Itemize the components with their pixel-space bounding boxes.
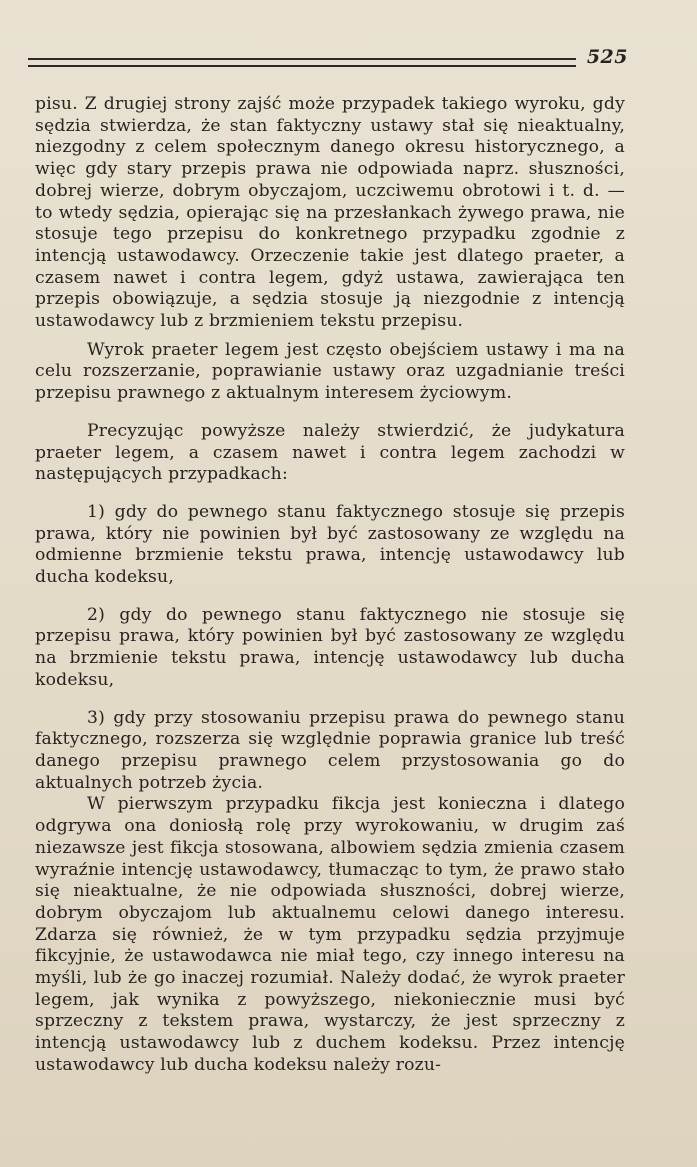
list-item-1: 1) gdy do pewnego stanu faktycznego stosuje się przepis prawa, który nie powinien był być zastosowany ze względu na odmienne brzmienie tekstu prawa, intencję ustawodawcy lub ducha kodeksu, xyxy=(35,501,625,588)
paragraph-precyzujac: Precyzując powyższe należy stwierdzić, że judykatura praeter legem, a czasem nawet i contra legem zachodzi w następujących przypadkach: xyxy=(35,420,625,485)
list-item-2: 2) gdy do pewnego stanu faktycznego nie stosuje się przepisu prawa, który powinien był być zastosowany ze względu na brzmienie tekstu prawa, intencję ustawodawcy lub ducha kodeksu, xyxy=(35,604,625,690)
page-header xyxy=(28,44,628,78)
header-double-rule xyxy=(28,58,576,67)
paragraph-continuation: pisu. Z drugiej strony zajść może przypadek takiego wyroku, gdy sędzia stwierdza, że stan faktyczny ustawy stał się nieaktualny, niezgodny z celem społecznym danego okresu historycznego, a więc gdy stary przepis prawa nie odpowiada naprz. słuszności, dobrej wierze, dobrym obyczajom, uczciwemu obrotowi i t. d. — to wtedy sędzia, opierając się na przesłankach żywego prawa, nie stosuje tego przepisu do konkretnego przypadku zgodnie z intencją ustawodawcy. Orzeczenie takie jest dlatego praeter, a czasem nawet i contra legem, gdyż ustawa, zawierająca ten przepis obowiązuje, a sędzia stosuje ją niezgodnie z intencją ustawodawcy lub z brzmieniem tekstu przepisu. xyxy=(35,94,625,332)
paragraph-praeter-legem: Wyrok praeter legem jest często obejściem ustawy i ma na celu rozszerzanie, poprawianie ustawy oraz uzgadnianie treści przepisu prawnego z aktualnym interesem życiowym. xyxy=(35,339,625,404)
page-number: 525 xyxy=(586,46,628,68)
paragraph-pierwszy-przypadek: W pierwszym przypadku fikcja jest konieczna i dlatego odgrywa ona doniosłą rolę przy wyrokowaniu, w drugim zaś niezawsze jest fikcja stosowana, albowiem sędzia zmienia czasem wyraźnie intencję ustawodawcy, tłumacząc to tym, że prawo stało się nieaktualne, że nie odpowiada słuszności, dobrej wierze, dobrym obyczajom lub aktualnemu celowi danego interesu. Zdarza się również, że w tym przypadku sędzia przyjmuje fikcyjnie, że ustawodawca nie miał tego, czy innego interesu na myśli, lub że go inaczej rozumiał. Należy dodać, że wyrok praeter legem, jak wynika z powyższego, niekoniecznie musi być sprzeczny z tekstem prawa, wystarczy, że jest sprzeczny z intencją ustawodawcy lub z duchem kodeksu. Przez intencję ustawodawcy lub ducha kodeksu należy rozu- xyxy=(35,794,625,1075)
list-item-3: 3) gdy przy stosowaniu przepisu prawa do pewnego stanu faktycznego, rozszerza się względnie poprawia granice lub treść danego przepisu prawnego celem przystosowania go do aktualnych potrzeb życia. xyxy=(35,707,625,793)
body-text xyxy=(35,94,625,1077)
